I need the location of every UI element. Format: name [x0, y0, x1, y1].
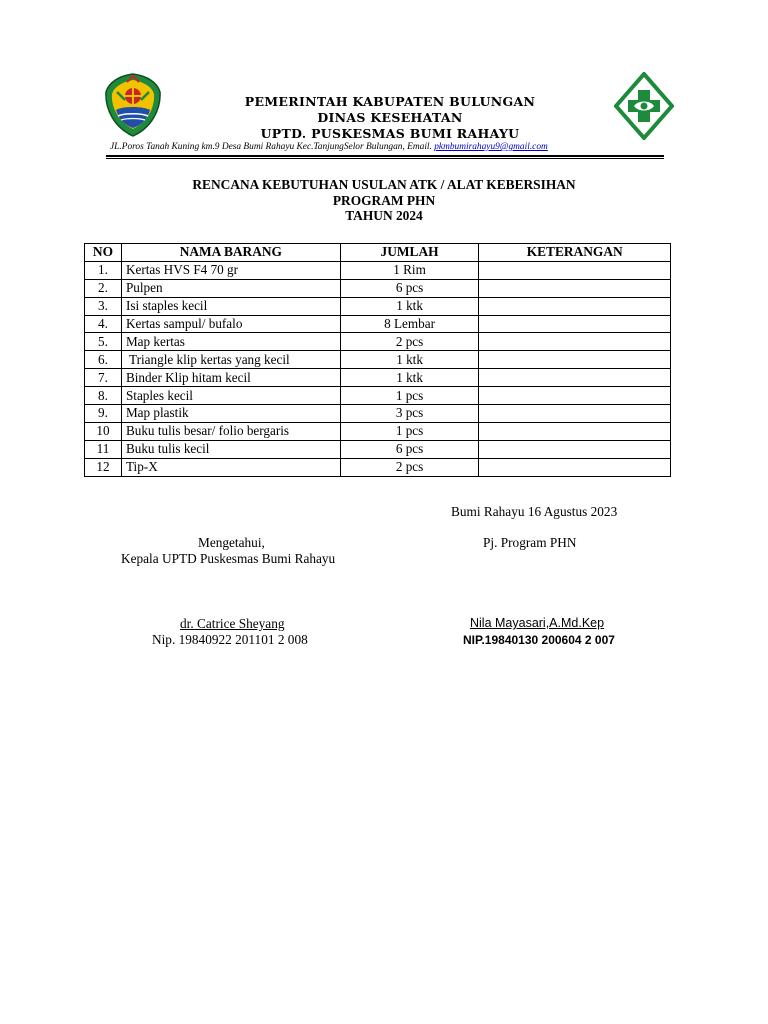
- cell-notes: [479, 369, 671, 387]
- cell-notes: [479, 279, 671, 297]
- cell-no: 7.: [85, 369, 122, 387]
- cell-notes: [479, 261, 671, 279]
- officer-nip: NIP.19840130 200604 2 007: [463, 633, 615, 647]
- head-title: Kepala UPTD Puskesmas Bumi Rahayu: [121, 551, 336, 566]
- cell-notes: [479, 405, 671, 423]
- letterhead-rule-thick: [106, 155, 664, 157]
- cell-no: 12: [85, 458, 122, 476]
- table-row: [85, 315, 671, 333]
- address-text: JL.Poros Tanah Kuning km.9 Desa Bumi Rahayu Kec.TanjungSelor Bulungan, Email.: [110, 142, 435, 152]
- column-header-item-name: NAMA BARANG: [121, 244, 340, 262]
- head-nip: Nip. 19840922 201101 2 008: [152, 632, 308, 647]
- title-line-2: PROGRAM PHN: [332, 192, 436, 208]
- cell-quantity: 6 pcs: [340, 279, 479, 297]
- cell-item-name: Tip-X: [121, 458, 340, 476]
- cell-item-name: Binder Klip hitam kecil: [121, 369, 340, 387]
- acknowledged-label: Mengetahui,: [198, 535, 265, 550]
- table-row: [85, 440, 671, 458]
- cell-item-name: Map plastik: [121, 405, 340, 423]
- cell-item-name: Map kertas: [121, 333, 340, 351]
- table-row: [85, 405, 671, 423]
- document-title: [0, 177, 768, 224]
- cell-quantity: 6 pcs: [340, 440, 479, 458]
- cell-quantity: 1 pcs: [340, 387, 479, 405]
- puskesmas-green-cross-icon: [614, 72, 674, 140]
- column-header-quantity: JUMLAH: [340, 244, 479, 262]
- cell-item-name: Staples kecil: [121, 387, 340, 405]
- cell-notes: [479, 297, 671, 315]
- cell-notes: [479, 422, 671, 440]
- cell-no: 5.: [85, 333, 122, 351]
- head-name: dr. Catrice Sheyang: [180, 616, 285, 631]
- place-date: Bumi Rahayu 16 Agustus 2023: [451, 504, 618, 519]
- cell-notes: [479, 351, 671, 369]
- cell-notes: [479, 458, 671, 476]
- district-coat-of-arms-icon: [103, 72, 163, 138]
- cell-item-name: Pulpen: [121, 279, 340, 297]
- column-header-notes: KETERANGAN: [479, 244, 671, 262]
- cell-quantity: 1 Rim: [340, 261, 479, 279]
- cell-quantity: 3 pcs: [340, 405, 479, 423]
- table-row: [85, 297, 671, 315]
- cell-quantity: 1 ktk: [340, 369, 479, 387]
- cell-no: 3.: [85, 297, 122, 315]
- table-row: [85, 458, 671, 476]
- cell-item-name: Kertas sampul/ bufalo: [121, 315, 340, 333]
- table-row: [85, 387, 671, 405]
- cell-notes: [479, 315, 671, 333]
- items-table: [84, 243, 671, 477]
- cell-no: 8.: [85, 387, 122, 405]
- email-link[interactable]: pkmbumirahayu9@gmail.com: [434, 142, 548, 152]
- title-line-1: RENCANA KEBUTUHAN USULAN ATK / ALAT KEBERSIHAN: [192, 177, 576, 192]
- cell-quantity: 2 pcs: [340, 333, 479, 351]
- officer-name: Nila Mayasari,A.Md.Kep: [470, 616, 605, 630]
- cell-notes: [479, 387, 671, 405]
- cell-no: 4.: [85, 315, 122, 333]
- cell-quantity: 1 ktk: [340, 351, 479, 369]
- cell-quantity: 1 ktk: [340, 297, 479, 315]
- letterhead-line-government: PEMERINTAH KABUPATEN BULUNGAN: [244, 94, 536, 109]
- cell-no: 1.: [85, 261, 122, 279]
- cell-notes: [479, 440, 671, 458]
- cell-item-name: Triangle klip kertas yang kecil: [121, 351, 340, 369]
- letterhead-line-department: DINAS KESEHATAN: [317, 110, 463, 125]
- letterhead-rule-thin: [106, 158, 664, 159]
- table-row: [85, 351, 671, 369]
- cell-no: 6.: [85, 351, 122, 369]
- cell-notes: [479, 333, 671, 351]
- column-header-no: NO: [85, 244, 122, 262]
- letterhead: [170, 94, 610, 142]
- table-row: [85, 261, 671, 279]
- cell-quantity: 1 pcs: [340, 422, 479, 440]
- table-row: [85, 422, 671, 440]
- title-line-3: TAHUN 2024: [345, 208, 423, 223]
- cell-no: 10: [85, 422, 122, 440]
- cell-no: 9.: [85, 405, 122, 423]
- table-row: [85, 369, 671, 387]
- cell-item-name: Buku tulis kecil: [121, 440, 340, 458]
- table-row: [85, 333, 671, 351]
- cell-quantity: 8 Lembar: [340, 315, 479, 333]
- cell-item-name: Kertas HVS F4 70 gr: [121, 261, 340, 279]
- cell-item-name: Isi staples kecil: [121, 297, 340, 315]
- table-header-row: [85, 244, 671, 262]
- cell-item-name: Buku tulis besar/ folio bergaris: [121, 422, 340, 440]
- cell-quantity: 2 pcs: [340, 458, 479, 476]
- cell-no: 2.: [85, 279, 122, 297]
- letterhead-address: [110, 142, 670, 152]
- table-row: [85, 279, 671, 297]
- letterhead-line-institution: UPTD. PUSKESMAS BUMI RAHAYU: [260, 126, 520, 141]
- cell-no: 11: [85, 440, 122, 458]
- program-officer-title: Pj. Program PHN: [483, 535, 577, 550]
